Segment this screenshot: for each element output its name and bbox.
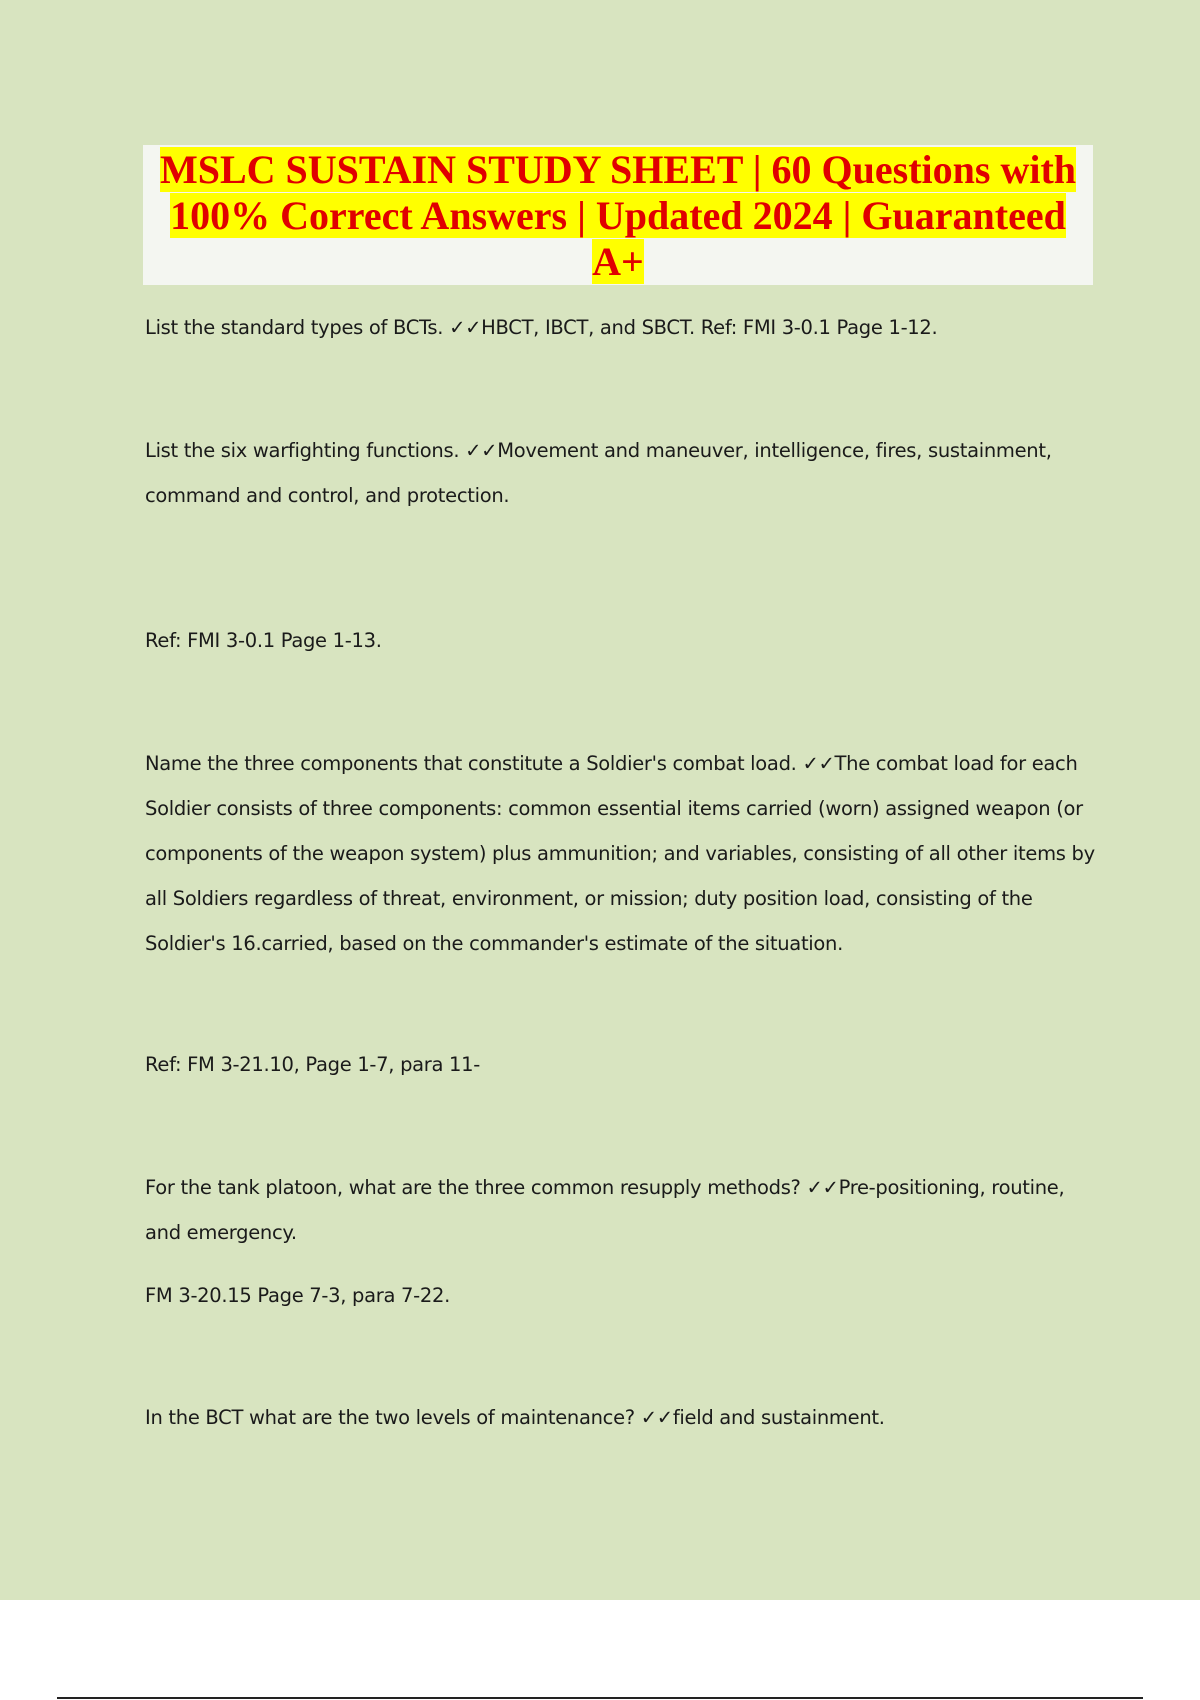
document-title-highlight: MSLC SUSTAIN STUDY SHEET | 60 Questions with 100% Correct Answers | Updated 2024 | Guaranteed A+ [159, 147, 1077, 284]
paragraph-resupply-methods: For the tank platoon, what are the three common resupply methods? ✓✓Pre-positioning, routine, and emergency. [145, 1176, 1065, 1244]
document-title [143, 145, 1093, 285]
paragraph-ref-fmi-1-13: Ref: FMI 3-0.1 Page 1-13. [145, 629, 382, 652]
title-box [143, 145, 1093, 285]
paragraph-maintenance-levels: In the BCT what are the two levels of maintenance? ✓✓field and sustainment. [145, 1406, 885, 1429]
paragraph-ref-fm-3-20-15: FM 3-20.15 Page 7-3, para 7-22. [145, 1284, 451, 1307]
paragraph-warfighting-functions: List the six warfighting functions. ✓✓Movement and maneuver, intelligence, fires, sustainment, command and control, and protection. [145, 439, 1052, 507]
paragraph-bct-types: List the standard types of BCTs. ✓✓HBCT, IBCT, and SBCT. Ref: FMI 3-0.1 Page 1-12. [145, 316, 938, 339]
paragraph-combat-load: Name the three components that constitute a Soldier's combat load. ✓✓The combat load for each Soldier consists of three components: common essential items carried (worn) assigned weapon (or components of the weapon system) plus ammunition; and variables, consisting of all other items by all Soldiers regardless of threat, environment, or mission; duty position load, consisting of the Soldier's 16.carried, based on the commander's estimate of the situation. [145, 752, 1095, 955]
footer-divider [57, 1697, 1143, 1699]
paragraph-ref-fm-3-21-10: Ref: FM 3-21.10, Page 1-7, para 11- [145, 1053, 481, 1076]
